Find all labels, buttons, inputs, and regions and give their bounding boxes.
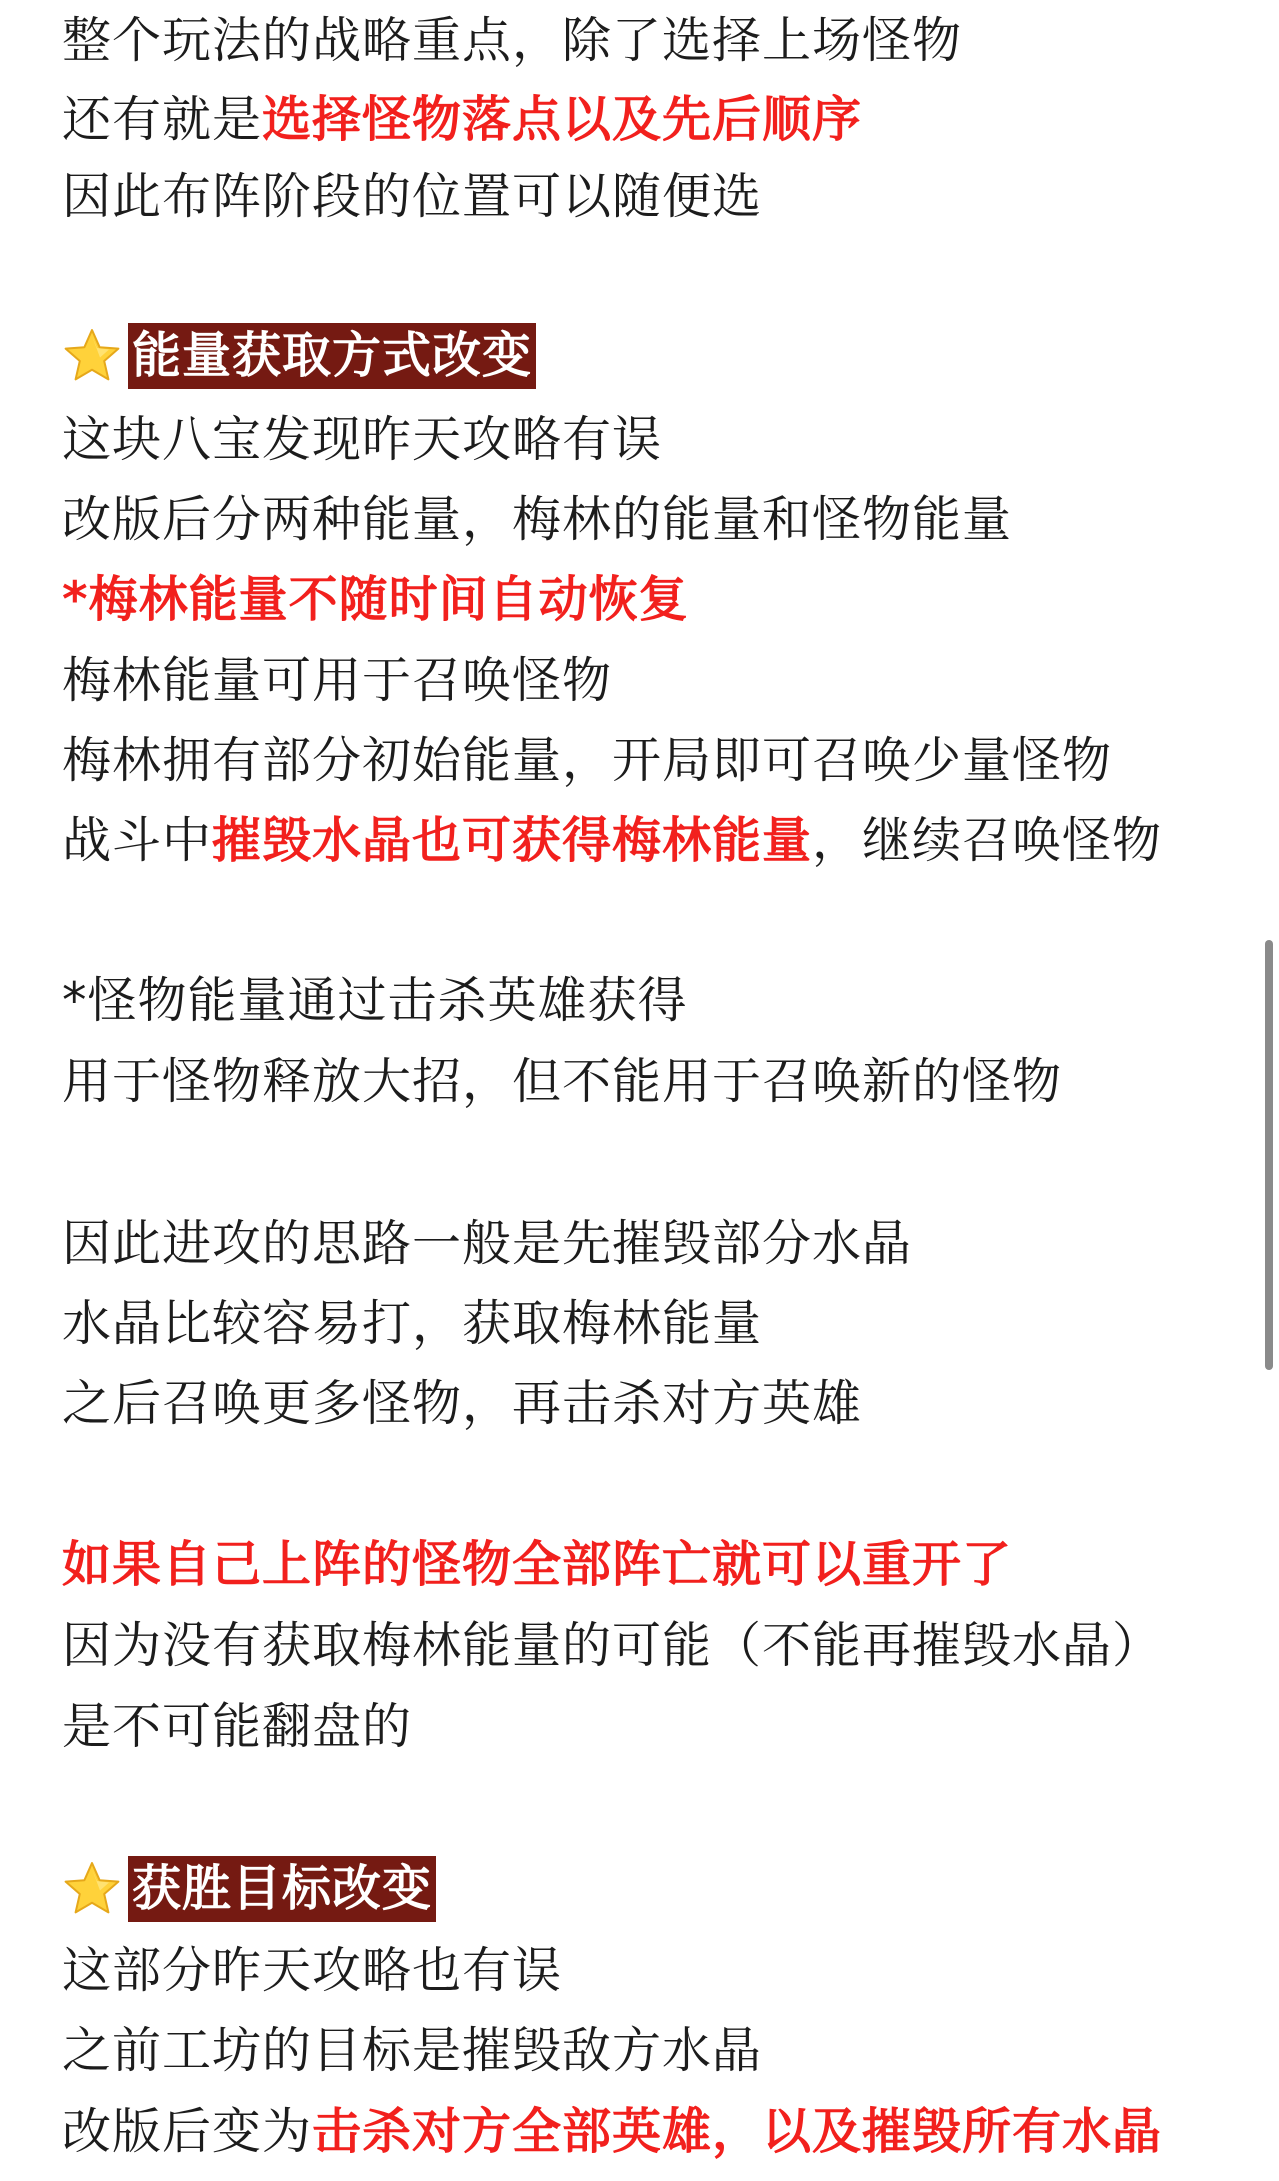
highlight-text: 摧毁水晶也可获得梅林能量: [212, 812, 813, 869]
section-heading-victory: [62, 1856, 436, 1922]
text-span: 改版后分两种能量，梅林的能量和怪物能量: [62, 491, 1013, 548]
highlight-text: 如果自己上阵的怪物全部阵亡就可以重开了: [62, 1536, 1013, 1593]
text-span: 水晶比较容易打，获取梅林能量: [62, 1295, 763, 1352]
text-line: [62, 648, 612, 714]
text-line: [62, 728, 1112, 794]
highlight-text: 击杀对方全部英雄，以及摧毁所有水晶: [312, 2103, 1163, 2160]
text-line: [62, 1371, 862, 1437]
text-span: 因为没有获取梅林能量的可能（不能再摧毁水晶）: [62, 1617, 1163, 1674]
text-line: [62, 1049, 1062, 1115]
text-line: [62, 1291, 762, 1357]
text-line: [62, 87, 862, 153]
text-span: 整个玩法的战略重点，除了选择上场怪物: [62, 12, 963, 69]
highlight-text: 选择怪物落点以及先后顺序: [262, 91, 863, 148]
text-line: [62, 1694, 412, 1760]
text-span: 之前工坊的目标是摧毁敌方水晶: [62, 2022, 763, 2079]
text-span: 战斗中: [62, 812, 213, 869]
scrollbar[interactable]: [1265, 940, 1273, 1370]
star-icon: [62, 326, 122, 386]
heading-label: 获胜目标改变: [128, 1856, 436, 1922]
text-line: [62, 164, 762, 230]
highlight-text: *梅林能量不随时间自动恢复: [62, 571, 689, 628]
star-icon: [62, 1859, 122, 1919]
text-line: [62, 1613, 1162, 1679]
text-line: [62, 2099, 1162, 2165]
text-line: [62, 8, 962, 74]
text-line: [62, 1211, 912, 1277]
section-heading-energy: [62, 323, 536, 389]
text-span: 之后召唤更多怪物，再击杀对方英雄: [62, 1375, 863, 1432]
text-span: 用于怪物释放大招，但不能用于召唤新的怪物: [62, 1053, 1063, 1110]
text-span: 因此进攻的思路一般是先摧毁部分水晶: [62, 1215, 913, 1272]
text-span: 这部分昨天攻略也有误: [62, 1942, 563, 1999]
text-span: 梅林能量可用于召唤怪物: [62, 652, 613, 709]
text-span: ，继续召唤怪物: [812, 812, 1163, 869]
text-line: [62, 1532, 1012, 1598]
text-line: [62, 487, 1012, 553]
text-line: [62, 1938, 562, 2004]
text-span: *怪物能量通过击杀英雄获得: [62, 972, 688, 1029]
text-line: [62, 968, 688, 1034]
text-span: 因此布阵阶段的位置可以随便选: [62, 168, 763, 225]
heading-label: 能量获取方式改变: [128, 323, 536, 389]
text-line: [62, 2018, 762, 2084]
text-span: 还有就是: [62, 91, 263, 148]
text-line: [62, 407, 662, 473]
text-line: [62, 567, 689, 633]
text-span: 这块八宝发现昨天攻略有误: [62, 411, 663, 468]
text-span: 改版后变为: [62, 2103, 313, 2160]
text-line: [62, 808, 1162, 874]
text-span: 是不可能翻盘的: [62, 1698, 413, 1755]
text-span: 梅林拥有部分初始能量，开局即可召唤少量怪物: [62, 732, 1113, 789]
